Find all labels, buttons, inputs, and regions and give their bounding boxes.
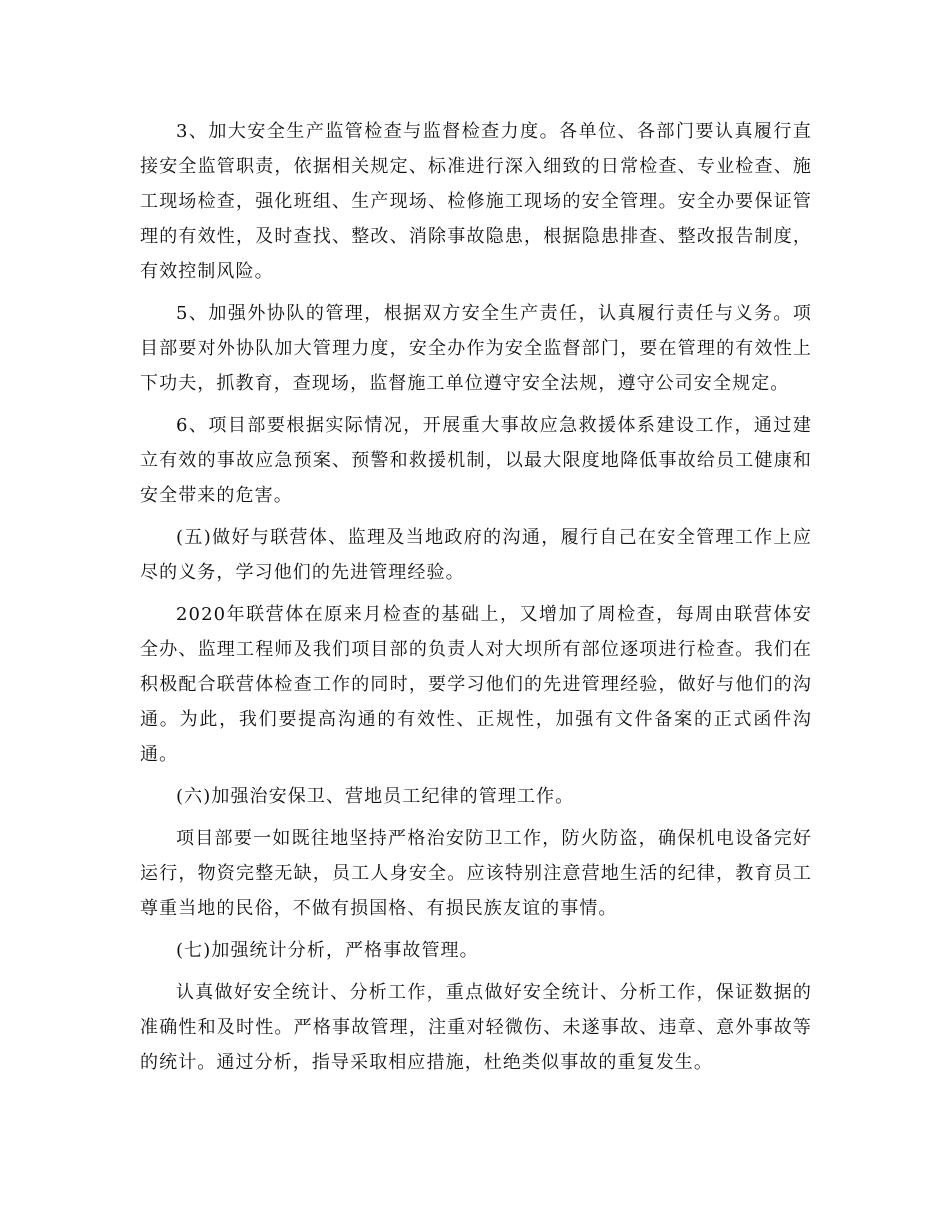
paragraph-security-discipline: 项目部要一如既往地坚持严格治安防卫工作，防火防盗，确保机电设备完好运行，物资完整无缺，员工人身安全。应该特别注意营地生活的纪律，教育员工尊重当地的民俗，不做有损国格、有损民族友谊的事情。 — [140, 828, 812, 919]
paragraph-subcontractor-management: 5、加强外协队的管理，根据双方安全生产责任，认真履行责任与义务。项目部要对外协队加大管理力度，安全办作为安全监督部门，要在管理的有效性上下功夫，抓教育，查现场，监督施工单位遵守安全法规，遵守公司安全规定。 — [140, 303, 812, 394]
document-body — [140, 114, 812, 1087]
paragraph-joint-venture-inspection: 2020年联营体在原来月检查的基础上，又增加了周检查，每周由联营体安全办、监理工程师及我们项目部的负责人对大坝所有部位逐项进行检查。我们在积极配合联营体检查工作的同时，要学习他们的先进管理经验，做好与他们的沟通。为此，我们要提高沟通的有效性、正规性，加强有文件备案的正式函件沟通。 — [140, 604, 812, 765]
section-heading-communication: (五)做好与联营体、监理及当地政府的沟通，履行自己在安全管理工作上应尽的义务，学习他们的先进管理经验。 — [140, 527, 812, 583]
section-heading-statistics: (七)加强统计分析，严格事故管理。 — [176, 940, 479, 961]
paragraph-emergency-response: 6、项目部要根据实际情况，开展重大事故应急救援体系建设工作，通过建立有效的事故应急预案、预警和救援机制，以最大限度地降低事故给员工健康和安全带来的危害。 — [140, 415, 812, 506]
paragraph-supervision-inspection: 3、加大安全生产监管检查与监督检查力度。各单位、各部门要认真履行直接安全监管职责，依据相关规定、标准进行深入细致的日常检查、专业检查、施工现场检查，强化班组、生产现场、检修施工现场的安全管理。安全办要保证管理的有效性，及时查找、整改、消除事故隐患，根据隐患排查、整改报告制度，有效控制风险。 — [140, 121, 812, 282]
section-heading-security-discipline: (六)加强治安保卫、营地员工纪律的管理工作。 — [176, 786, 575, 807]
paragraph-statistics-analysis: 认真做好安全统计、分析工作，重点做好安全统计、分析工作，保证数据的准确性和及时性。严格事故管理，注重对轻微伤、未遂事故、违章、意外事故等的统计。通过分析，指导采取相应措施，杜绝类似事故的重复发生。 — [140, 982, 812, 1073]
